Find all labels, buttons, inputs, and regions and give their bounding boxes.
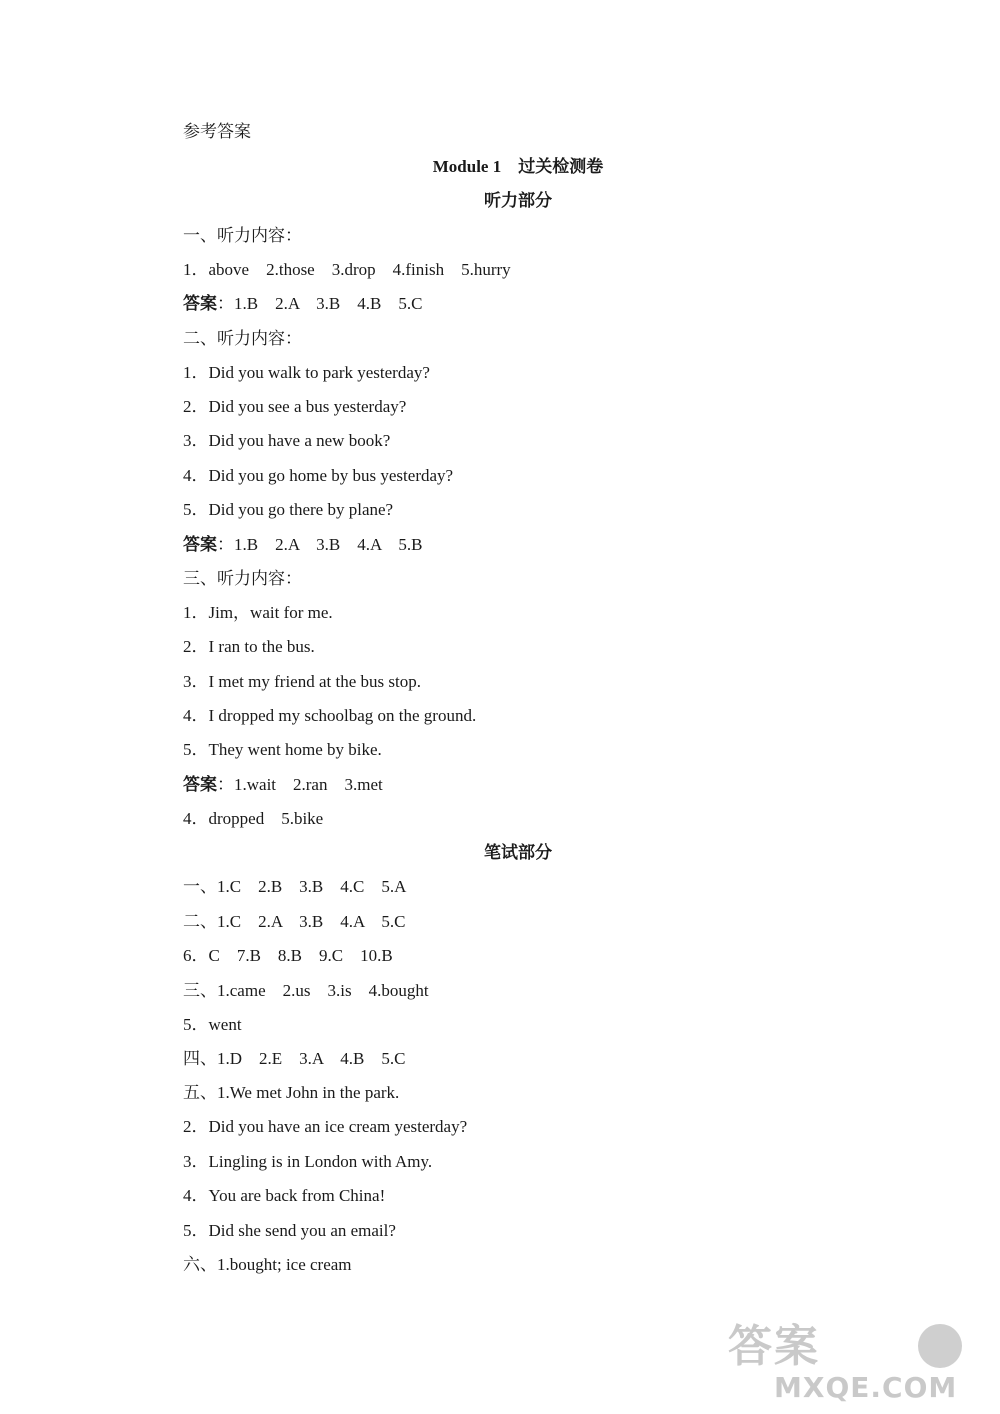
header-label: 参考答案	[183, 122, 251, 141]
listening-part3-item1: 1．Jim，wait for me.	[183, 603, 333, 622]
listening-part3-item2: 2．I ran to the bus.	[183, 637, 315, 656]
watermark-badge-icon	[918, 1324, 962, 1368]
listening-part2-item1: 1．Did you walk to park yesterday?	[183, 363, 430, 382]
listening-part1-heading: 一、听力内容：	[183, 226, 302, 245]
watermark-text-bottom: MXQE.COM	[774, 1371, 958, 1404]
written-part4-answers: 四、1.D 2.E 3.A 4.B 5.C	[183, 1049, 406, 1068]
listening-part2-item3: 3．Did you have a new book?	[183, 431, 391, 450]
written-part2-answers-cont: 6．C 7.B 8.B 9.C 10.B	[183, 946, 393, 965]
site-watermark-logo	[728, 1322, 978, 1408]
watermark-text-top: 答案	[728, 1321, 820, 1372]
written-part3-answers-cont: 5．went	[183, 1015, 242, 1034]
written-part1-answers: 一、1.C 2.B 3.B 4.C 5.A	[183, 877, 407, 896]
listening-part3-answers-cont: 4．dropped 5.bike	[183, 809, 324, 828]
answer-values: ：1.B 2.A 3.B 4.A 5.B	[217, 535, 423, 554]
answer-label: 答案	[183, 294, 217, 313]
answer-label: 答案	[183, 775, 217, 794]
listening-part3-item4: 4．I dropped my schoolbag on the ground.	[183, 706, 477, 725]
section-heading-listening: 听力部分	[484, 191, 552, 210]
answer-label: 答案	[183, 535, 217, 554]
written-part2-answers: 二、1.C 2.A 3.B 4.A 5.C	[183, 912, 406, 931]
answer-values: ：1.wait 2.ran 3.met	[217, 775, 383, 794]
listening-part2-item5: 5．Did you go there by plane?	[183, 500, 394, 519]
answer-values: ：1.B 2.A 3.B 4.B 5.C	[217, 294, 423, 313]
listening-part3-heading: 三、听力内容：	[183, 569, 302, 588]
written-part5-item5: 5．Did she send you an email?	[183, 1221, 396, 1240]
listening-part1-answers	[183, 293, 422, 315]
written-part5-item4: 4．You are back from China!	[183, 1186, 386, 1205]
written-part5-item2: 2．Did you have an ice cream yesterday?	[183, 1117, 468, 1136]
written-part6-item1: 六、1.bought; ice cream	[183, 1255, 352, 1274]
page-title: Module 1 过关检测卷	[432, 157, 604, 176]
listening-part2-heading: 二、听力内容：	[183, 329, 302, 348]
listening-part1-words: 1．above 2.those 3.drop 4.finish 5.hurry	[183, 260, 511, 279]
listening-part3-item5: 5．They went home by bike.	[183, 740, 382, 759]
written-part3-answers: 三、1.came 2.us 3.is 4.bought	[183, 981, 429, 1000]
listening-part2-item2: 2．Did you see a bus yesterday?	[183, 397, 407, 416]
written-part5-item3: 3．Lingling is in London with Amy.	[183, 1152, 433, 1171]
section-heading-written: 笔试部分	[484, 843, 552, 862]
listening-part2-item4: 4．Did you go home by bus yesterday?	[183, 466, 454, 485]
written-part5-item1: 五、1.We met John in the park.	[183, 1083, 400, 1102]
listening-part2-answers	[183, 534, 422, 556]
listening-part3-answers	[183, 774, 383, 796]
listening-part3-item3: 3．I met my friend at the bus stop.	[183, 672, 421, 691]
